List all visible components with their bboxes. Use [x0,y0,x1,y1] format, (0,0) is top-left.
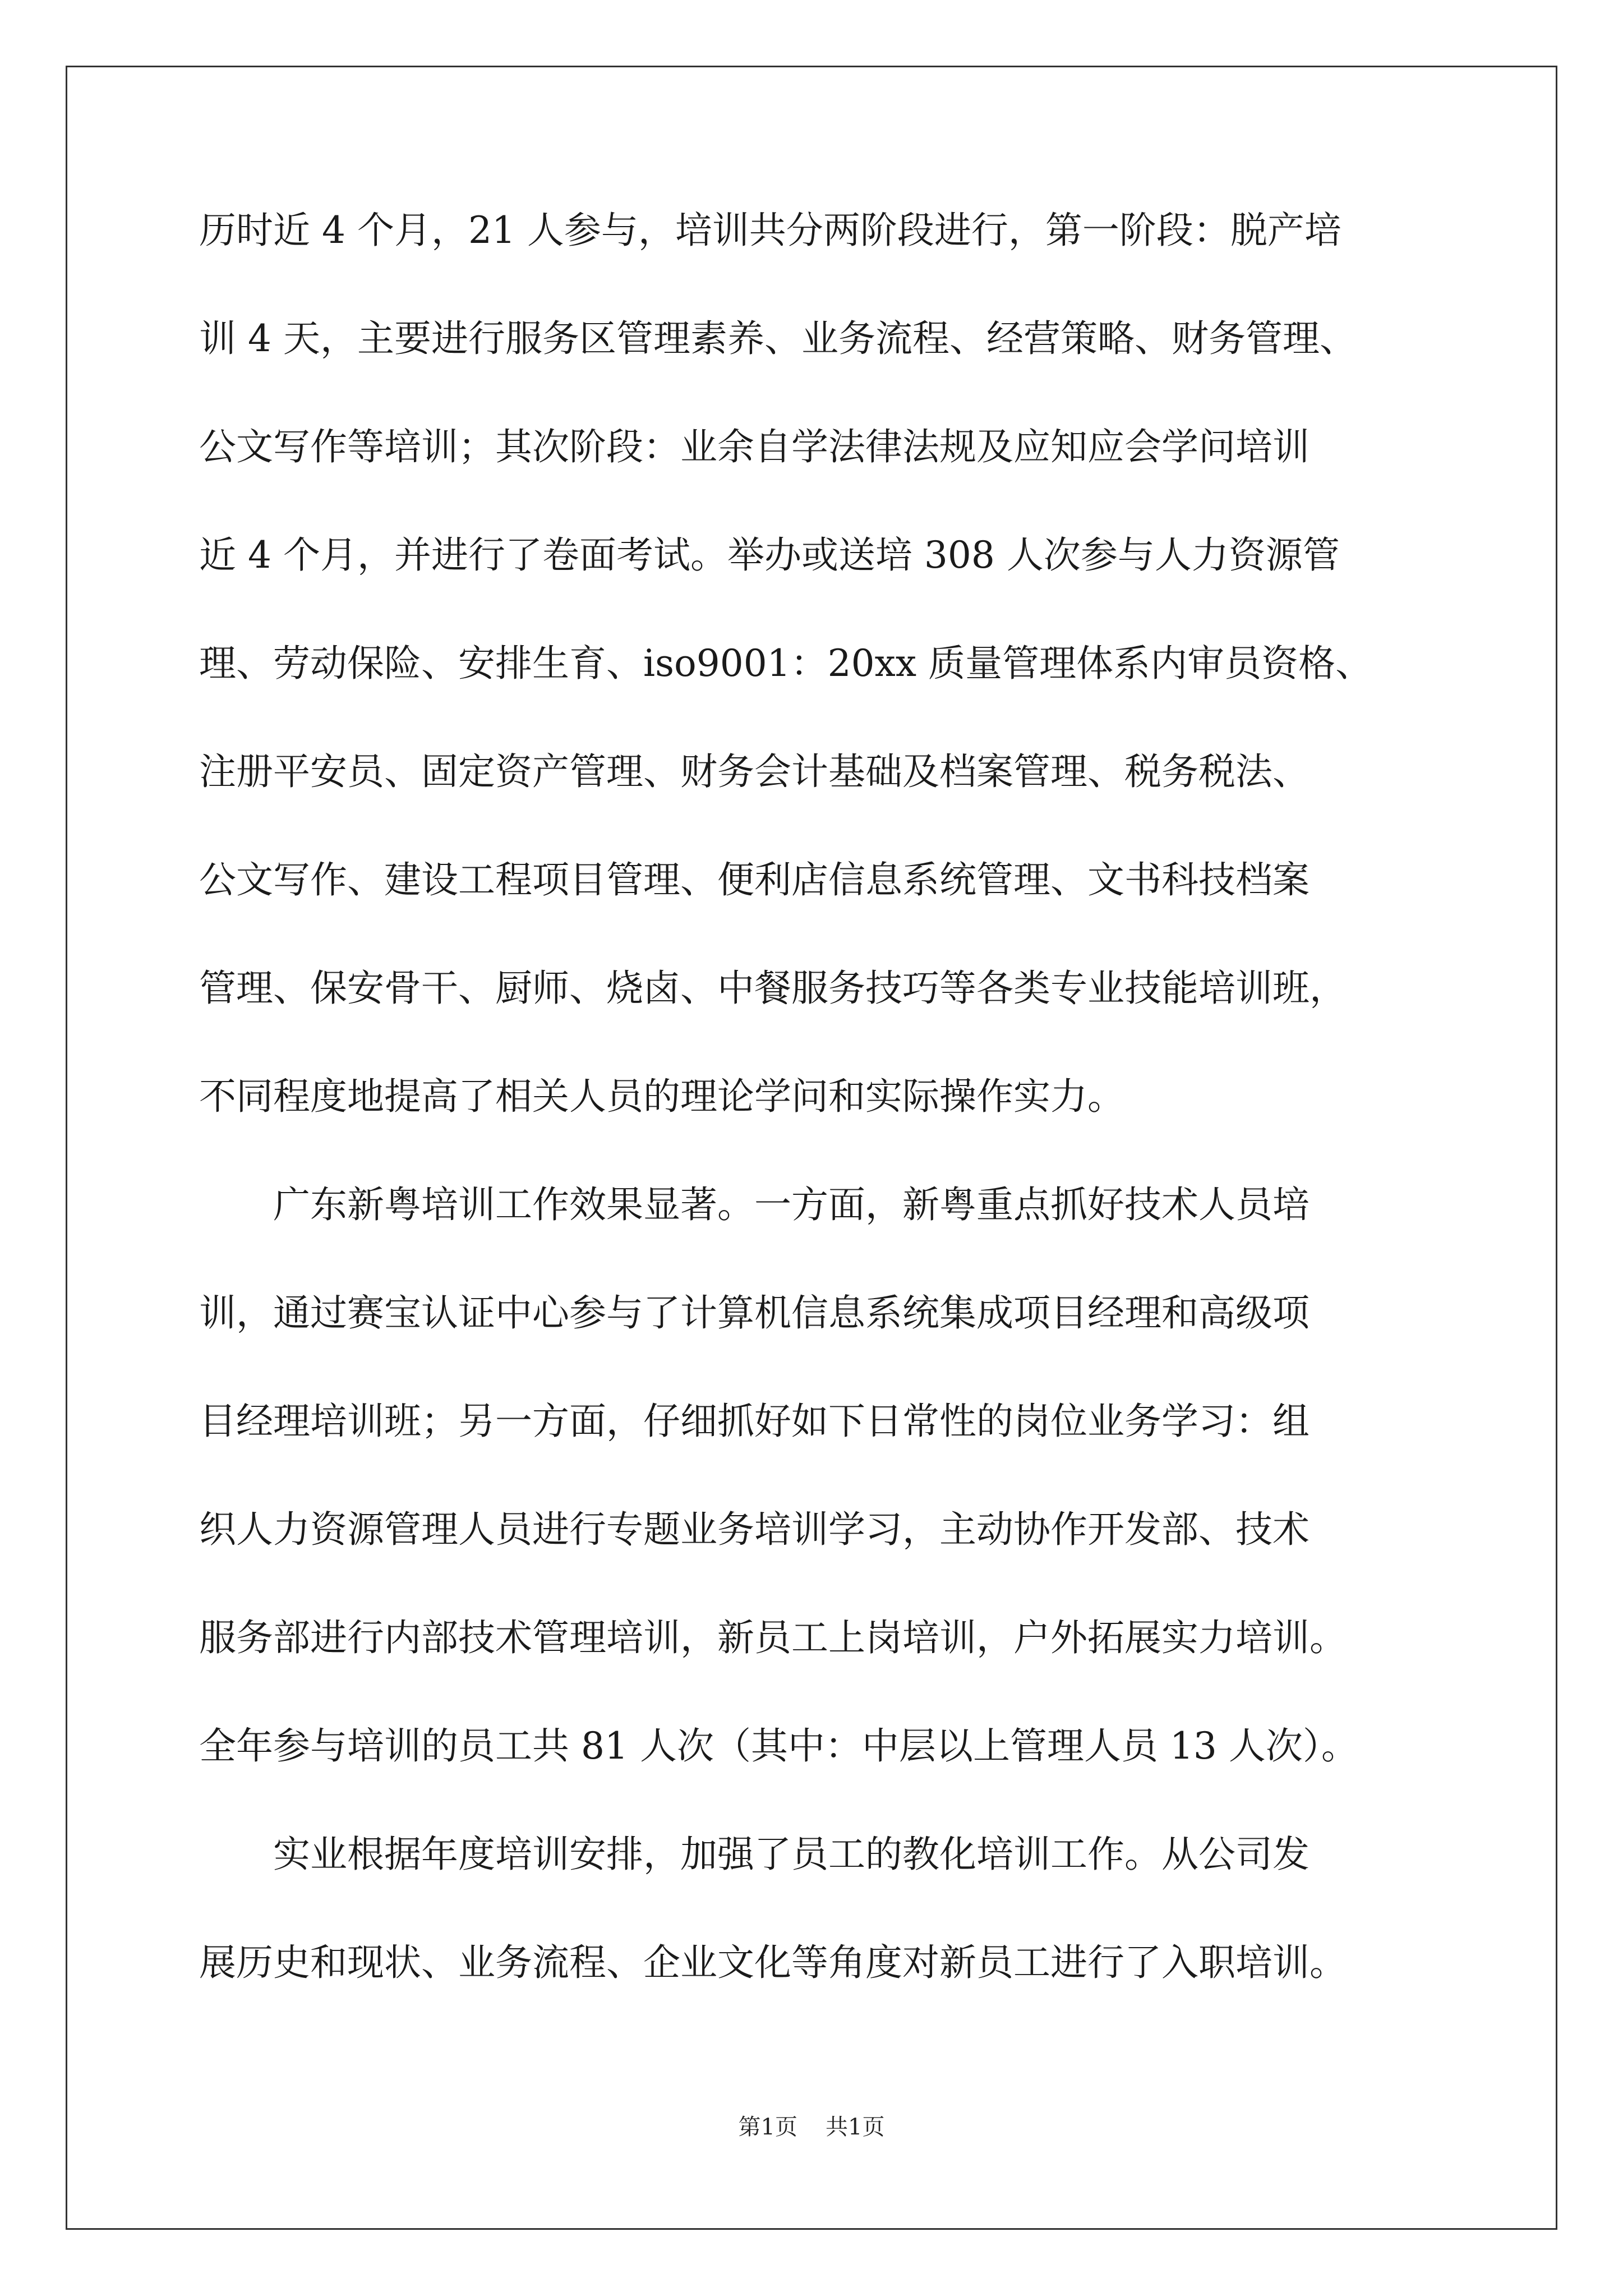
text-line: 训，通过赛宝认证中心参与了计算机信息系统集成项目经理和高级项 [199,1291,1310,1335]
page-number: 第1页 [738,2114,797,2140]
page-footer [0,2114,1623,2141]
text-line: 服务部进行内部技术管理培训，新员工上岗培训，户外拓展实力培训。 [199,1616,1347,1659]
text-line: 不同程度地提高了相关人员的理论学问和实际操作实力。 [199,1075,1124,1118]
text-line: 近 4 个月，并进行了卷面考试。举办或送培 308 人次参与人力资源管 [199,533,1340,577]
text-line: 全年参与培训的员工共 81 人次（其中：中层以上管理人员 13 人次）。 [199,1724,1358,1768]
text-line: 公文写作等培训；其次阶段：业余自学法律法规及应知应会学问培训 [199,425,1310,468]
text-line: 目经理培训班；另一方面，仔细抓好如下日常性的岗位业务学习：组 [199,1400,1310,1443]
text-line: 理、劳动保险、安排生育、iso9001：20xx 质量管理体系内审员资格、 [199,642,1373,685]
document-body [199,209,1433,2053]
paragraph-start-line: 广东新粤培训工作效果显著。一方面，新粤重点抓好技术人员培 [273,1183,1310,1226]
text-line: 展历史和现状、业务流程、企业文化等角度对新员工进行了入职培训。 [199,1941,1347,1984]
text-line: 织人力资源管理人员进行专题业务培训学习，主动协作开发部、技术 [199,1508,1310,1551]
text-line: 管理、保安骨干、厨师、烧卤、中餐服务技巧等各类专业技能培训班， [199,967,1347,1010]
paragraph-start-line: 实业根据年度培训安排，加强了员工的教化培训工作。从公司发 [273,1833,1310,1876]
page-total: 共1页 [826,2114,885,2140]
text-line: 历时近 4 个月，21 人参与，培训共分两阶段进行，第一阶段：脱产培 [199,209,1341,252]
text-line: 训 4 天，主要进行服务区管理素养、业务流程、经营策略、财务管理、 [199,317,1357,360]
text-line: 注册平安员、固定资产管理、财务会计基础及档案管理、税务税法、 [199,750,1310,793]
text-line: 公文写作、建设工程项目管理、便利店信息系统管理、文书科技档案 [199,858,1310,901]
